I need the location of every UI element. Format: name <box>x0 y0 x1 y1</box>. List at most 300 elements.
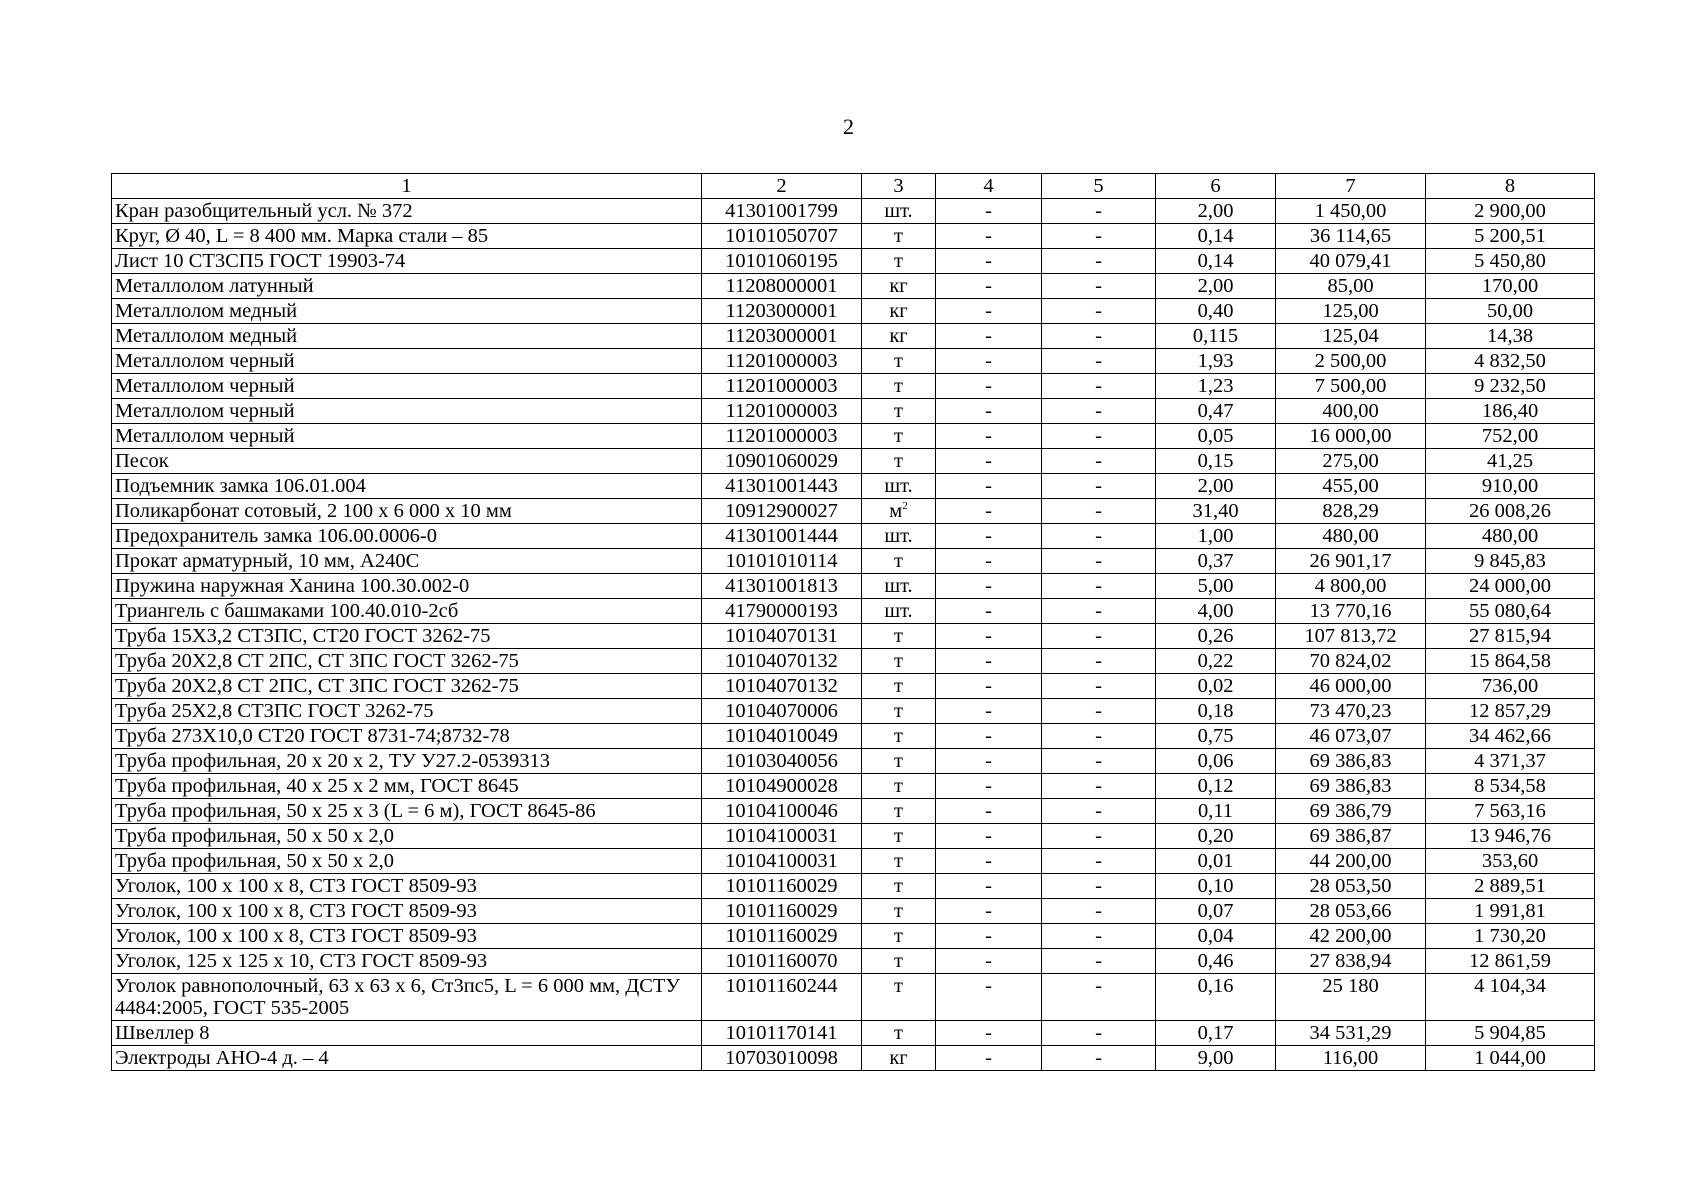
col4-cell <box>936 324 1042 349</box>
col5-cell <box>1042 524 1156 549</box>
unit-cell <box>862 224 936 249</box>
sum-cell-text: 353,60 <box>1481 850 1539 872</box>
item-name-cell-text: Труба профильная, 20 х 20 х 2, ТУ У27.2-0539313 <box>115 750 551 772</box>
item-code-cell-text: 41301001444 <box>725 525 838 547</box>
col5-cell-text: - <box>1095 625 1102 647</box>
quantity-cell-text: 1,93 <box>1197 350 1234 372</box>
unit-cell <box>862 499 936 524</box>
unit-cell-text: шт. <box>884 575 913 597</box>
item-code-cell <box>702 849 862 874</box>
header-cell-2: 2 <box>702 174 862 199</box>
item-name-cell <box>112 1021 702 1046</box>
col5-cell-text: - <box>1095 400 1102 422</box>
item-name-cell-text: Металлолом медный <box>115 300 298 322</box>
col5-cell-text: - <box>1095 825 1102 847</box>
item-name-cell-text: Труба 25Х2,8 СТ3ПС ГОСТ 3262-75 <box>115 700 434 722</box>
quantity-cell-text: 0,12 <box>1197 775 1234 797</box>
col5-cell-text: - <box>1095 975 1102 997</box>
col5-cell-text: - <box>1095 600 1102 622</box>
unit-cell <box>862 899 936 924</box>
unit-cell <box>862 374 936 399</box>
table-row <box>112 224 1595 249</box>
item-code-cell-text: 41301001443 <box>725 475 838 497</box>
col4-cell-text: - <box>985 850 992 872</box>
item-code-cell-text: 10104100031 <box>725 825 838 847</box>
sum-cell-text: 5 904,85 <box>1474 1022 1546 1044</box>
item-code-cell-text: 10101050707 <box>725 225 838 247</box>
sum-cell-text: 910,00 <box>1481 475 1539 497</box>
col4-cell-text: - <box>985 600 992 622</box>
sum-cell-text: 26 008,26 <box>1469 500 1551 522</box>
header-cell-5: 5 <box>1042 174 1156 199</box>
sum-cell <box>1426 474 1595 499</box>
price-cell <box>1276 724 1426 749</box>
header-cell-1: 1 <box>112 174 702 199</box>
sum-cell <box>1426 524 1595 549</box>
item-code-cell <box>702 649 862 674</box>
col4-cell-text: - <box>985 650 992 672</box>
quantity-cell-text: 0,115 <box>1192 325 1239 347</box>
sum-cell-text: 8 534,58 <box>1474 775 1546 797</box>
sum-cell-text: 12 861,59 <box>1469 950 1551 972</box>
item-code-cell-text: 11201000003 <box>725 350 838 372</box>
item-name-cell <box>112 824 702 849</box>
item-code-cell <box>702 224 862 249</box>
item-name-cell <box>112 724 702 749</box>
col5-cell-text: - <box>1095 775 1102 797</box>
unit-cell-text: т <box>894 550 903 572</box>
item-name-cell <box>112 349 702 374</box>
sum-cell <box>1426 374 1595 399</box>
item-name-cell <box>112 424 702 449</box>
col4-cell-text: - <box>985 700 992 722</box>
col4-cell-text: - <box>985 675 992 697</box>
item-name-cell-text: Песок <box>115 450 169 472</box>
price-cell <box>1276 249 1426 274</box>
sum-cell-text: 15 864,58 <box>1469 650 1551 672</box>
sum-cell-text: 41,25 <box>1486 450 1534 472</box>
quantity-cell <box>1156 974 1276 1021</box>
sum-cell <box>1426 774 1595 799</box>
quantity-cell-text: 0,14 <box>1197 225 1234 247</box>
price-cell <box>1276 524 1426 549</box>
sum-cell-text: 24 000,00 <box>1469 575 1551 597</box>
sum-cell-text: 736,00 <box>1481 675 1539 697</box>
col4-cell <box>936 399 1042 424</box>
item-name-cell <box>112 949 702 974</box>
sum-cell-text: 4 104,34 <box>1474 975 1546 997</box>
item-code-cell <box>702 924 862 949</box>
unit-cell-text: т <box>894 400 903 422</box>
item-code-cell-text: 10101160244 <box>725 975 838 997</box>
quantity-cell <box>1156 749 1276 774</box>
quantity-cell-text: 5,00 <box>1197 575 1234 597</box>
quantity-cell <box>1156 924 1276 949</box>
quantity-cell <box>1156 374 1276 399</box>
price-cell <box>1276 399 1426 424</box>
col5-cell-text: - <box>1095 575 1102 597</box>
item-code-cell <box>702 749 862 774</box>
price-cell <box>1276 274 1426 299</box>
table-row <box>112 849 1595 874</box>
col4-cell <box>936 249 1042 274</box>
quantity-cell <box>1156 624 1276 649</box>
item-name-cell <box>112 874 702 899</box>
table-header-row <box>112 174 1595 199</box>
unit-cell <box>862 774 936 799</box>
price-cell-text: 828,29 <box>1322 500 1379 522</box>
price-cell-text: 116,00 <box>1322 1047 1379 1069</box>
quantity-cell <box>1156 724 1276 749</box>
unit-cell-text: т <box>894 825 903 847</box>
quantity-cell-text: 0,40 <box>1197 300 1234 322</box>
col4-cell <box>936 199 1042 224</box>
col4-cell <box>936 824 1042 849</box>
quantity-cell-text: 4,00 <box>1197 600 1234 622</box>
unit-cell-text: т <box>894 775 903 797</box>
unit-cell <box>862 349 936 374</box>
col5-cell <box>1042 699 1156 724</box>
item-name-cell <box>112 399 702 424</box>
table-row <box>112 1046 1595 1071</box>
quantity-cell-text: 2,00 <box>1197 200 1234 222</box>
table-row <box>112 899 1595 924</box>
item-code-cell-text: 11201000003 <box>725 375 838 397</box>
col5-cell <box>1042 574 1156 599</box>
table-row <box>112 949 1595 974</box>
col4-cell <box>936 224 1042 249</box>
col5-cell-text: - <box>1095 500 1102 522</box>
col4-cell <box>936 299 1042 324</box>
unit-cell-text: т <box>894 625 903 647</box>
col5-cell <box>1042 674 1156 699</box>
sum-cell-text: 752,00 <box>1481 425 1539 447</box>
item-name-cell <box>112 599 702 624</box>
table-body <box>112 174 1595 1071</box>
item-code-cell-text: 10912900027 <box>725 500 838 522</box>
unit-cell <box>862 724 936 749</box>
item-name-cell-text: Труба профильная, 50 х 50 х 2,0 <box>115 850 395 872</box>
col5-cell <box>1042 624 1156 649</box>
sum-cell <box>1426 349 1595 374</box>
unit-cell-text: шт. <box>884 600 913 622</box>
price-cell-text: 1 450,00 <box>1314 200 1387 222</box>
quantity-cell <box>1156 324 1276 349</box>
quantity-cell-text: 0,37 <box>1197 550 1234 572</box>
header-cell-4: 4 <box>936 174 1042 199</box>
item-code-cell <box>702 899 862 924</box>
table-row <box>112 724 1595 749</box>
quantity-cell-text: 2,00 <box>1197 275 1234 297</box>
table-row <box>112 924 1595 949</box>
price-cell-text: 400,00 <box>1322 400 1379 422</box>
unit-cell-text: кг <box>889 275 908 297</box>
col4-cell <box>936 924 1042 949</box>
table-row <box>112 499 1595 524</box>
item-code-cell-text: 10103040056 <box>725 750 838 772</box>
unit-cell-text: кг <box>889 300 908 322</box>
sum-cell <box>1426 224 1595 249</box>
item-code-cell-text: 10101160029 <box>725 900 838 922</box>
quantity-cell <box>1156 349 1276 374</box>
unit-cell-text: т <box>894 850 903 872</box>
col5-cell <box>1042 224 1156 249</box>
unit-cell-text: м <box>889 500 903 522</box>
item-code-cell-text: 41790000193 <box>725 600 838 622</box>
unit-cell-text: т <box>894 725 903 747</box>
item-name-cell-text: Металлолом черный <box>115 400 295 422</box>
quantity-cell <box>1156 874 1276 899</box>
col4-cell <box>936 474 1042 499</box>
quantity-cell-text: 31,40 <box>1192 500 1239 522</box>
col5-cell-text: - <box>1095 1047 1102 1069</box>
col5-cell-text: - <box>1095 725 1102 747</box>
unit-cell-text: кг <box>889 325 908 347</box>
price-cell-text: 44 200,00 <box>1309 850 1392 872</box>
col4-cell-text: - <box>985 375 992 397</box>
item-name-cell <box>112 849 702 874</box>
price-cell-text: 34 531,29 <box>1309 1022 1392 1044</box>
col4-cell-text: - <box>985 925 992 947</box>
item-name-cell-text: Труба профильная, 50 х 25 х 3 (L = 6 м), ГОСТ 8645-86 <box>115 800 596 822</box>
quantity-cell <box>1156 774 1276 799</box>
unit-cell <box>862 1046 936 1071</box>
sum-cell-text: 2 889,51 <box>1474 875 1546 897</box>
item-name-cell <box>112 524 702 549</box>
col5-cell-text: - <box>1095 650 1102 672</box>
item-code-cell <box>702 599 862 624</box>
item-code-cell-text: 10703010098 <box>725 1047 838 1069</box>
sum-cell <box>1426 749 1595 774</box>
price-cell-text: 125,04 <box>1322 325 1379 347</box>
col4-cell <box>936 724 1042 749</box>
item-code-cell-text: 11208000001 <box>725 275 838 297</box>
quantity-cell <box>1156 299 1276 324</box>
col5-cell <box>1042 349 1156 374</box>
col5-cell <box>1042 749 1156 774</box>
item-code-cell-text: 11203000001 <box>725 325 838 347</box>
unit-cell <box>862 924 936 949</box>
item-code-cell <box>702 874 862 899</box>
price-cell-text: 107 813,72 <box>1304 625 1397 647</box>
col5-cell <box>1042 249 1156 274</box>
quantity-cell <box>1156 799 1276 824</box>
price-cell-text: 46 000,00 <box>1309 675 1392 697</box>
item-code-cell <box>702 524 862 549</box>
col4-cell <box>936 524 1042 549</box>
col5-cell-text: - <box>1095 850 1102 872</box>
item-code-cell-text: 11201000003 <box>725 425 838 447</box>
item-code-cell <box>702 949 862 974</box>
sum-cell-text: 4 371,37 <box>1474 750 1546 772</box>
price-cell <box>1276 974 1426 1021</box>
unit-cell <box>862 799 936 824</box>
sum-cell <box>1426 699 1595 724</box>
quantity-cell-text: 0,01 <box>1197 850 1234 872</box>
table-row <box>112 324 1595 349</box>
unit-cell-text: т <box>894 675 903 697</box>
item-name-cell-text: Труба профильная, 40 х 25 х 2 мм, ГОСТ 8645 <box>115 775 519 797</box>
item-name-cell <box>112 899 702 924</box>
unit-cell <box>862 824 936 849</box>
sum-cell <box>1426 449 1595 474</box>
price-cell <box>1276 549 1426 574</box>
item-name-cell-text: Швеллер 8 <box>115 1022 210 1044</box>
quantity-cell <box>1156 424 1276 449</box>
col4-cell <box>936 674 1042 699</box>
col4-cell-text: - <box>985 1022 992 1044</box>
item-code-cell <box>702 399 862 424</box>
item-name-cell-text: Металлолом черный <box>115 375 295 397</box>
price-cell-text: 36 114,65 <box>1309 225 1392 247</box>
price-cell-text: 25 180 <box>1322 975 1379 997</box>
unit-cell-text: шт. <box>884 200 913 222</box>
item-name-cell-text: Поликарбонат сотовый, 2 100 х 6 000 х 10 мм <box>115 500 512 522</box>
col4-cell-text: - <box>985 450 992 472</box>
col4-cell <box>936 649 1042 674</box>
sum-cell-text: 2 900,00 <box>1474 200 1546 222</box>
unit-cell <box>862 549 936 574</box>
col4-cell-text: - <box>985 975 992 997</box>
col5-cell <box>1042 599 1156 624</box>
col5-cell <box>1042 449 1156 474</box>
price-cell-text: 42 200,00 <box>1309 925 1392 947</box>
price-cell <box>1276 324 1426 349</box>
item-name-cell-text: Электроды АНО-4 д. – 4 <box>115 1047 329 1069</box>
price-cell <box>1276 824 1426 849</box>
sum-cell <box>1426 399 1595 424</box>
unit-cell-text: кг <box>889 1047 908 1069</box>
table-row <box>112 1021 1595 1046</box>
col5-cell <box>1042 549 1156 574</box>
sum-cell-text: 34 462,66 <box>1469 725 1551 747</box>
price-cell <box>1276 799 1426 824</box>
col5-cell-text: - <box>1095 900 1102 922</box>
item-name-cell-text: Подъемник замка 106.01.004 <box>115 475 366 497</box>
col4-cell <box>936 1046 1042 1071</box>
item-name-cell-text: Уголок, 100 х 100 х 8, СТ3 ГОСТ 8509-93 <box>115 900 477 922</box>
header-cell-8: 8 <box>1426 174 1595 199</box>
sum-cell <box>1426 649 1595 674</box>
unit-cell-text: т <box>894 1022 903 1044</box>
header-cell-6: 6 <box>1156 174 1276 199</box>
col5-cell-text: - <box>1095 425 1102 447</box>
quantity-cell <box>1156 474 1276 499</box>
item-code-cell <box>702 624 862 649</box>
quantity-cell-text: 0,18 <box>1197 700 1234 722</box>
quantity-cell-text: 0,26 <box>1197 625 1234 647</box>
sum-cell <box>1426 274 1595 299</box>
col4-cell <box>936 874 1042 899</box>
price-cell-text: 26 901,17 <box>1309 550 1392 572</box>
price-cell <box>1276 224 1426 249</box>
table-row <box>112 374 1595 399</box>
unit-cell <box>862 649 936 674</box>
col4-cell-text: - <box>985 200 992 222</box>
quantity-cell <box>1156 849 1276 874</box>
unit-cell <box>862 299 936 324</box>
col4-cell-text: - <box>985 500 992 522</box>
sum-cell <box>1426 624 1595 649</box>
quantity-cell <box>1156 649 1276 674</box>
item-name-cell <box>112 374 702 399</box>
price-cell-text: 27 838,94 <box>1309 950 1392 972</box>
item-name-cell-text: Уголок, 100 х 100 х 8, СТ3 ГОСТ 8509-93 <box>115 875 477 897</box>
table-row <box>112 974 1595 1021</box>
materials-table <box>111 173 1595 1071</box>
item-code-cell-text: 10101060195 <box>725 250 838 272</box>
col5-cell-text: - <box>1095 675 1102 697</box>
sum-cell <box>1426 949 1595 974</box>
col5-cell-text: - <box>1095 525 1102 547</box>
price-cell <box>1276 1021 1426 1046</box>
col5-cell-text: - <box>1095 200 1102 222</box>
item-name-cell <box>112 624 702 649</box>
item-name-cell-text: Труба 20Х2,8 СТ 2ПС, СТ 3ПС ГОСТ 3262-75 <box>115 675 519 697</box>
col4-cell-text: - <box>985 300 992 322</box>
item-code-cell <box>702 974 862 1021</box>
col4-cell-text: - <box>985 425 992 447</box>
item-name-cell <box>112 324 702 349</box>
price-cell <box>1276 949 1426 974</box>
col5-cell <box>1042 899 1156 924</box>
item-name-cell-text: Труба 15Х3,2 СТ3ПС, СТ20 ГОСТ 3262-75 <box>115 625 491 647</box>
unit-cell <box>862 449 936 474</box>
item-code-cell <box>702 799 862 824</box>
price-cell-text: 4 800,00 <box>1314 575 1387 597</box>
quantity-cell <box>1156 524 1276 549</box>
col4-cell <box>936 574 1042 599</box>
col5-cell-text: - <box>1095 300 1102 322</box>
sum-cell <box>1426 674 1595 699</box>
sum-cell-text: 9 232,50 <box>1474 375 1546 397</box>
item-name-cell <box>112 449 702 474</box>
col4-cell-text: - <box>985 900 992 922</box>
sum-cell <box>1426 974 1595 1021</box>
quantity-cell <box>1156 449 1276 474</box>
sum-cell <box>1426 299 1595 324</box>
sum-cell <box>1426 599 1595 624</box>
item-name-cell <box>112 224 702 249</box>
table-row <box>112 824 1595 849</box>
col4-cell <box>936 499 1042 524</box>
col5-cell <box>1042 924 1156 949</box>
price-cell-text: 480,00 <box>1322 525 1379 547</box>
col4-cell-text: - <box>985 875 992 897</box>
quantity-cell-text: 0,02 <box>1197 675 1234 697</box>
item-name-cell <box>112 549 702 574</box>
item-name-cell <box>112 474 702 499</box>
unit-cell <box>862 949 936 974</box>
item-name-cell-text: Предохранитель замка 106.00.0006-0 <box>115 525 437 547</box>
col5-cell <box>1042 949 1156 974</box>
item-code-cell-text: 10101170141 <box>725 1022 838 1044</box>
price-cell-text: 46 073,07 <box>1309 725 1392 747</box>
item-code-cell <box>702 324 862 349</box>
item-code-cell-text: 10101160029 <box>725 875 838 897</box>
quantity-cell-text: 2,00 <box>1197 475 1234 497</box>
col4-cell <box>936 699 1042 724</box>
col5-cell-text: - <box>1095 1022 1102 1044</box>
unit-cell-text: т <box>894 875 903 897</box>
col4-cell <box>936 899 1042 924</box>
quantity-cell-text: 0,47 <box>1197 400 1234 422</box>
item-name-cell <box>112 274 702 299</box>
item-code-cell-text: 10104100031 <box>725 850 838 872</box>
sum-cell-text: 5 200,51 <box>1474 225 1546 247</box>
unit-cell <box>862 699 936 724</box>
unit-cell <box>862 624 936 649</box>
